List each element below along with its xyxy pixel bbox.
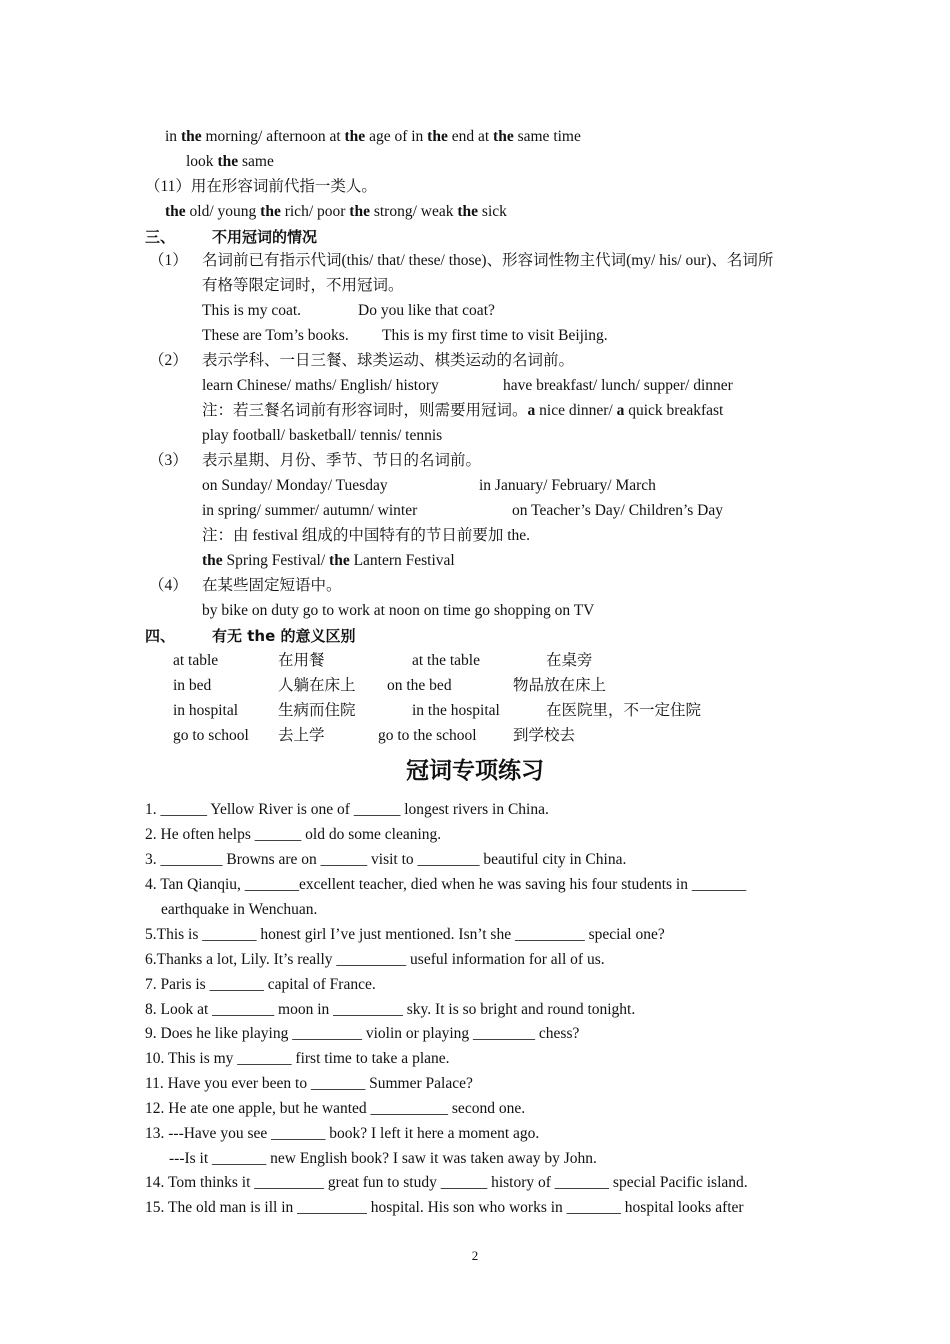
note: 注：由 festival 组成的中国特有的节日前要加 the. bbox=[202, 527, 531, 544]
usage-line: in the morning/ afternoon at the age of in the end at the same time bbox=[165, 128, 581, 145]
question: 3. ________ Browns are on ______ visit to ________ beautiful city in China. bbox=[145, 851, 627, 868]
question: 6.Thanks a lot, Lily. It’s really _________ useful information for all of us. bbox=[145, 951, 605, 968]
question: 8. Look at ________ moon in _________ sky. It is so bright and round tonight. bbox=[145, 1001, 636, 1018]
section-heading: 不用冠词的情况 bbox=[212, 228, 318, 246]
example: Do you like that coat? bbox=[358, 302, 495, 319]
section-heading: 有无 the 的意义区别 bbox=[212, 627, 356, 645]
rule-item-11: （11）用在形容词前代指一类人。 bbox=[145, 178, 377, 195]
meaning: 到学校去 bbox=[513, 727, 576, 744]
question: 13. ---Have you see _______ book? I left it here a moment ago. bbox=[145, 1125, 540, 1142]
example: on Teacher’s Day/ Children’s Day bbox=[512, 502, 723, 519]
example: the Spring Festival/ the Lantern Festival bbox=[202, 552, 455, 569]
question-continuation: earthquake in Wenchuan. bbox=[161, 901, 318, 918]
meaning: 在医院里，不一定住院 bbox=[546, 702, 702, 719]
rule-text: 表示学科、一日三餐、球类运动、棋类运动的名词前。 bbox=[202, 352, 575, 369]
example: play football/ basketball/ tennis/ tennis bbox=[202, 427, 443, 444]
phrase: at the table bbox=[412, 652, 480, 669]
question: 10. This is my _______ first time to take a plane. bbox=[145, 1050, 450, 1067]
meaning: 物品放在床上 bbox=[513, 677, 607, 694]
rule-number: （1） bbox=[149, 252, 188, 269]
question: 7. Paris is _______ capital of France. bbox=[145, 976, 376, 993]
example: have breakfast/ lunch/ supper/ dinner bbox=[503, 377, 733, 394]
question: 11. Have you ever been to _______ Summer Palace? bbox=[145, 1075, 473, 1092]
example: on Sunday/ Monday/ Tuesday bbox=[202, 477, 388, 494]
question-continuation: ---Is it _______ new English book? I saw it was taken away by John. bbox=[169, 1150, 597, 1167]
meaning: 去上学 bbox=[278, 727, 325, 744]
phrase: in the hospital bbox=[412, 702, 500, 719]
note: 注：若三餐名词前有形容词时，则需要用冠词。a nice dinner/ a quick breakfast bbox=[202, 402, 724, 419]
phrase: in hospital bbox=[173, 702, 239, 719]
rule-text: 名词前已有指示代词(this/ that/ these/ those)、形容词性物主代词(my/ his/ our)、名词所 bbox=[202, 252, 774, 269]
question: 9. Does he like playing _________ violin or playing ________ chess? bbox=[145, 1025, 580, 1042]
rule-text: 有格等限定词时，不用冠词。 bbox=[202, 277, 404, 294]
meaning: 在桌旁 bbox=[546, 652, 593, 669]
example: in spring/ summer/ autumn/ winter bbox=[202, 502, 418, 519]
question: 4. Tan Qianqiu, _______excellent teacher, died when he was saving his four students in _______ bbox=[145, 876, 747, 893]
question: 15. The old man is ill in _________ hospital. His son who works in _______ hospital looks after bbox=[145, 1199, 744, 1216]
rule-number: （2） bbox=[149, 352, 188, 369]
example: by bike on duty go to work at noon on time go shopping on TV bbox=[202, 602, 595, 619]
question: 12. He ate one apple, but he wanted __________ second one. bbox=[145, 1100, 526, 1117]
phrase: go to the school bbox=[378, 727, 477, 744]
usage-line: look the same bbox=[186, 153, 274, 170]
example: learn Chinese/ maths/ English/ history bbox=[202, 377, 439, 394]
example: These are Tom’s books. bbox=[202, 327, 349, 344]
question: 2. He often helps ______ old do some cleaning. bbox=[145, 826, 442, 843]
section-number: 三、 bbox=[145, 228, 176, 246]
usage-line: the old/ young the rich/ poor the strong/ weak the sick bbox=[165, 203, 507, 220]
phrase: go to school bbox=[173, 727, 249, 744]
rule-text: 在某些固定短语中。 bbox=[202, 577, 342, 594]
example: This is my first time to visit Beijing. bbox=[382, 327, 608, 344]
phrase: at table bbox=[173, 652, 219, 669]
rule-text: 表示星期、月份、季节、节日的名词前。 bbox=[202, 452, 482, 469]
phrase: on the bed bbox=[387, 677, 452, 694]
meaning: 生病而住院 bbox=[278, 702, 356, 719]
example: This is my coat. bbox=[202, 302, 302, 319]
meaning: 人躺在床上 bbox=[278, 677, 356, 694]
meaning: 在用餐 bbox=[278, 652, 325, 669]
page-number: 2 bbox=[471, 1248, 479, 1263]
rule-number: （4） bbox=[149, 577, 188, 594]
question: 1. ______ Yellow River is one of ______ longest rivers in China. bbox=[145, 801, 549, 818]
question: 5.This is _______ honest girl I’ve just mentioned. Isn’t she _________ special one? bbox=[145, 926, 665, 943]
rule-number: （3） bbox=[149, 452, 188, 469]
phrase: in bed bbox=[173, 677, 212, 694]
exercise-title: 冠词专项练习 bbox=[406, 758, 544, 784]
question: 14. Tom thinks it _________ great fun to study ______ history of _______ special Pacific island. bbox=[145, 1174, 748, 1191]
section-number: 四、 bbox=[145, 627, 176, 645]
example: in January/ February/ March bbox=[479, 477, 656, 494]
